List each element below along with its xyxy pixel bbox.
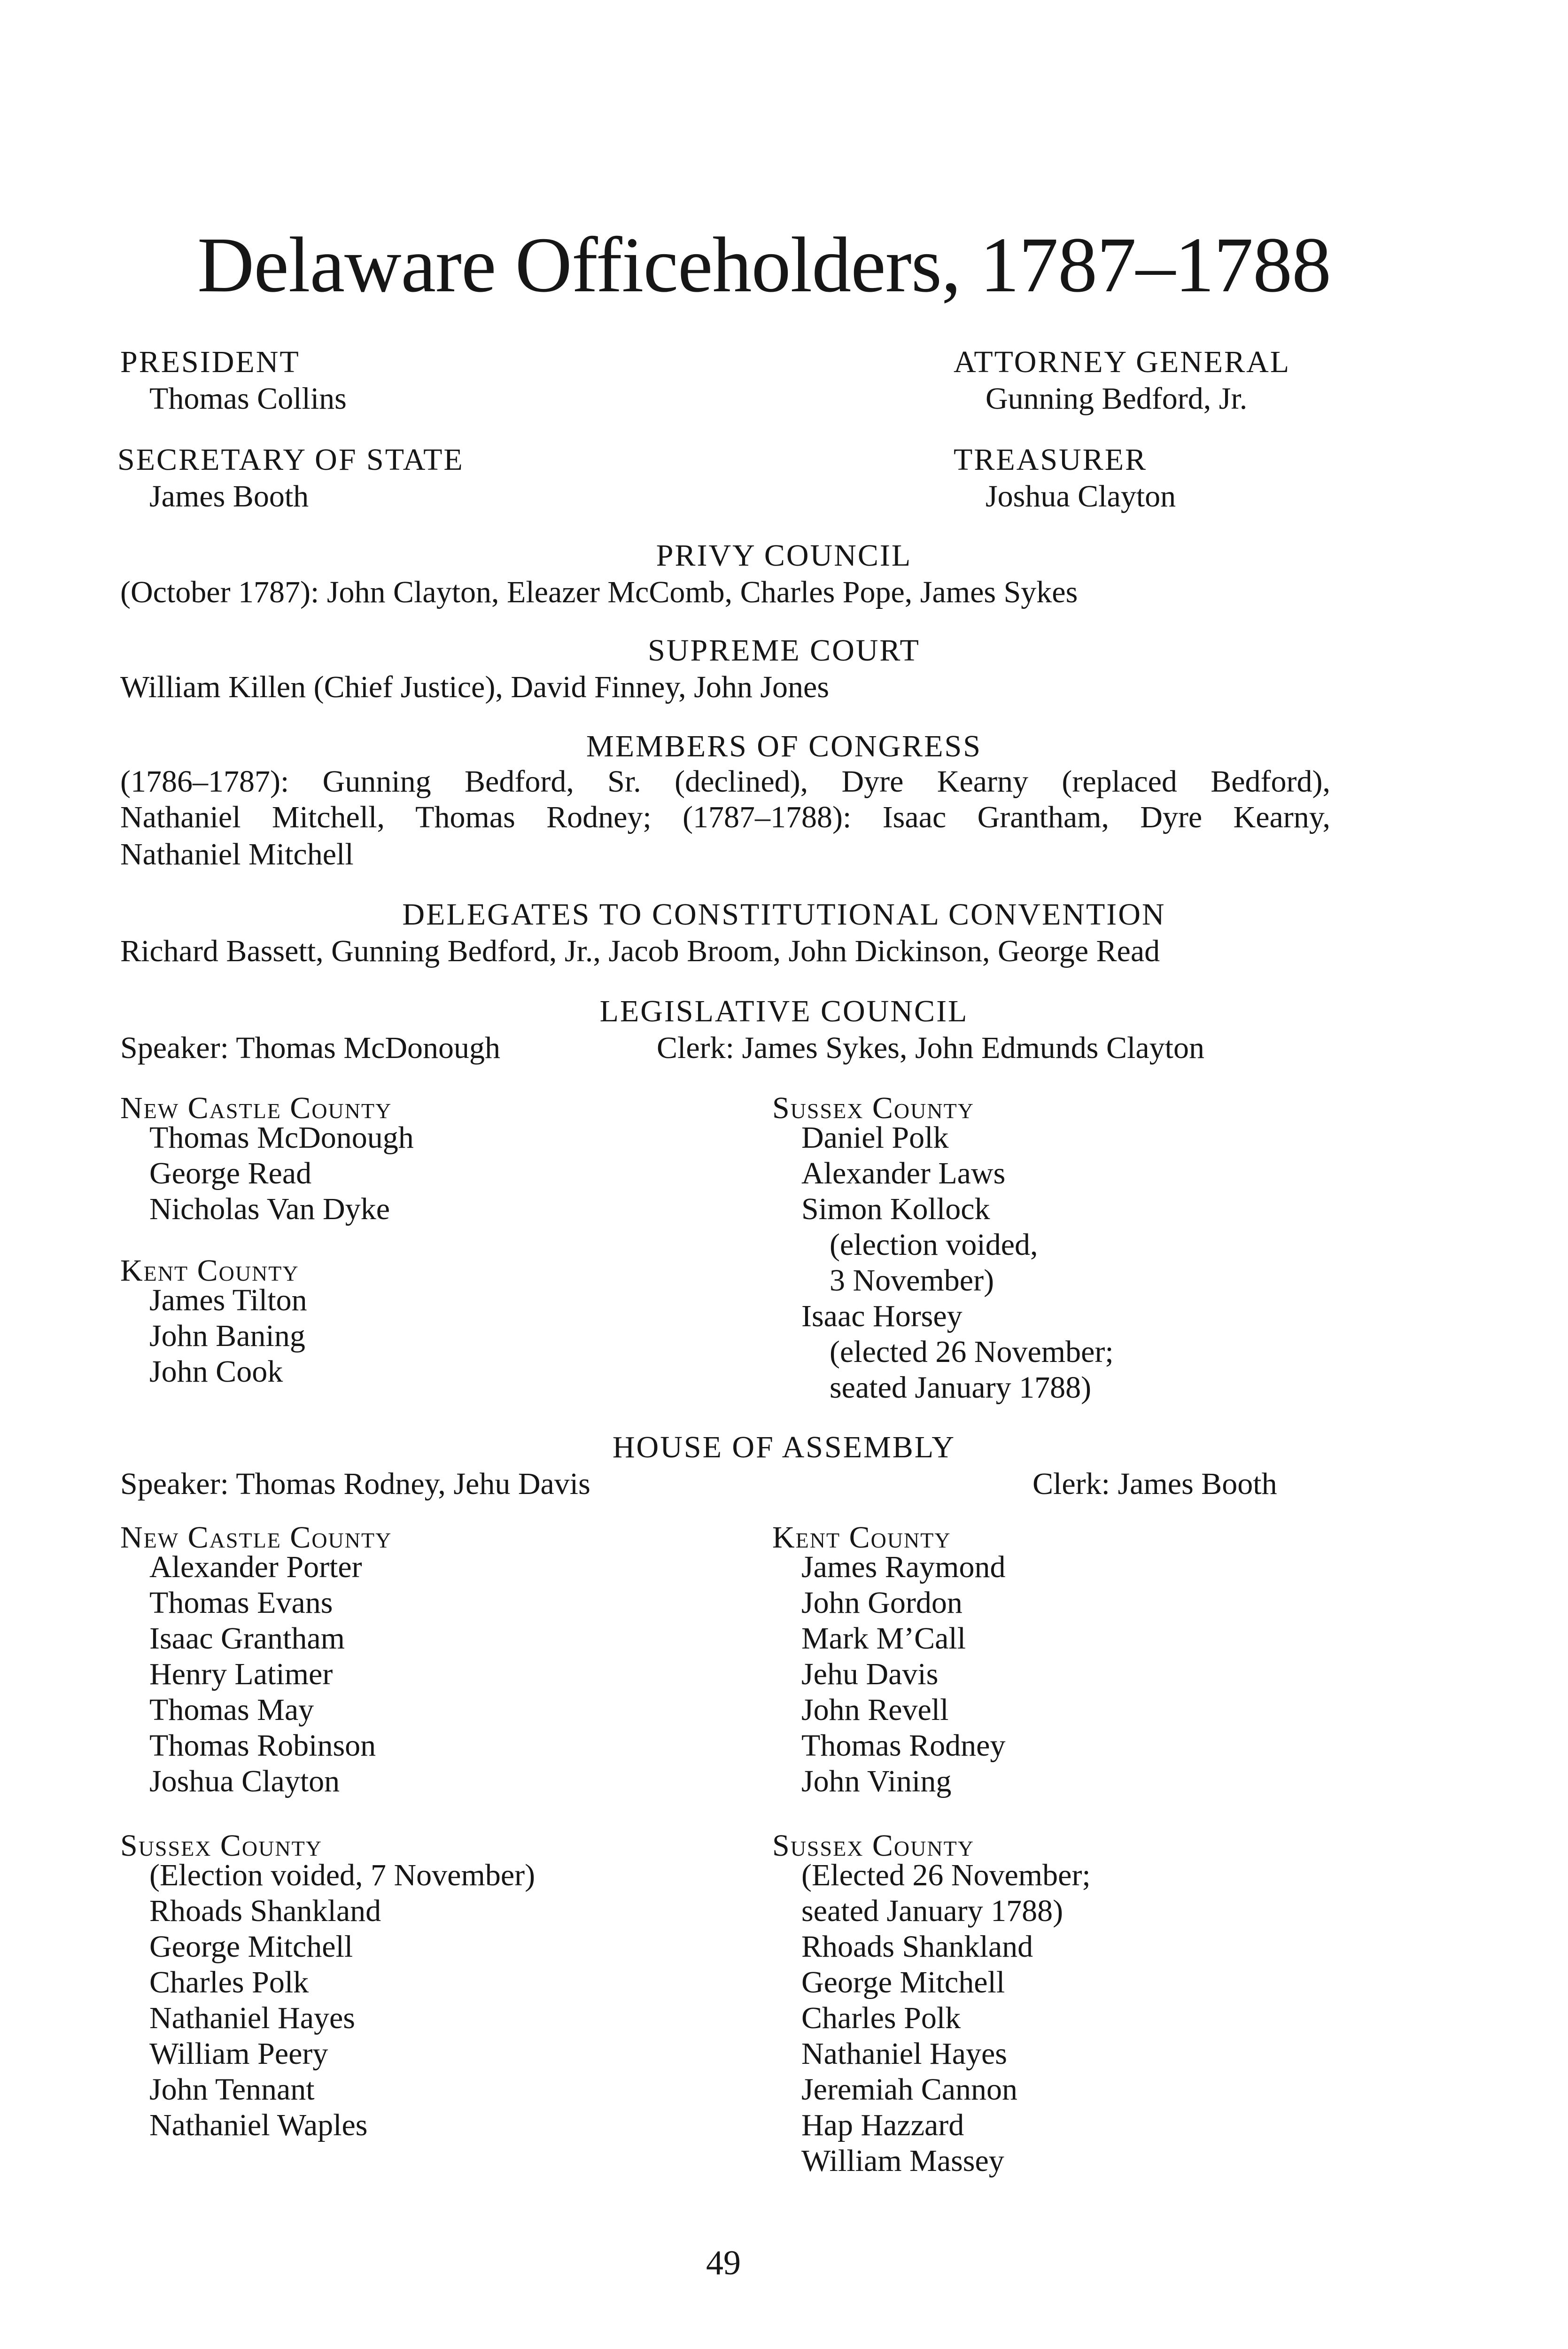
supreme-court-heading: SUPREME COURT	[648, 633, 920, 668]
list-item: Simon Kollock	[801, 1192, 990, 1226]
list-item: seated January 1788)	[801, 1894, 1063, 1928]
list-item: Thomas Evans	[149, 1586, 333, 1620]
list-item: seated January 1788)	[830, 1370, 1092, 1405]
lc-sussex-members	[801, 1120, 1114, 1406]
lc-new-castle-county-heading: New Castle County	[120, 1091, 392, 1125]
list-item: Alexander Porter	[149, 1550, 362, 1584]
list-item: John Cook	[149, 1354, 283, 1389]
list-item: Rhoads Shankland	[149, 1894, 381, 1928]
house-new-castle-county-heading: New Castle County	[120, 1520, 392, 1555]
list-item: (election voided,	[830, 1228, 1038, 1262]
lc-kent-county-heading: Kent County	[120, 1253, 299, 1288]
treasurer-heading: TREASURER	[954, 443, 1148, 477]
house-sussex-voided-members	[149, 1858, 535, 2143]
list-item: Nicholas Van Dyke	[149, 1192, 390, 1226]
house-of-assembly-heading: HOUSE OF ASSEMBLY	[612, 1430, 956, 1464]
list-item: George Mitchell	[149, 1929, 353, 1964]
president-heading: PRESIDENT	[120, 345, 300, 379]
list-item: John Revell	[801, 1693, 949, 1727]
list-item: James Raymond	[801, 1550, 1006, 1584]
list-item: George Mitchell	[801, 1965, 1005, 1999]
congress-line-2: Nathaniel Mitchell, Thomas Rodney; (1787–1788): Isaac Grantham, Dyre Kearny,	[120, 800, 1330, 834]
list-item: 3 November)	[830, 1263, 994, 1298]
list-item: William Peery	[149, 2037, 328, 2071]
list-item: Thomas May	[149, 1693, 314, 1727]
legislative-council-clerk: Clerk: James Sykes, John Edmunds Clayton	[657, 1031, 1204, 1065]
page-number: 49	[706, 2244, 741, 2282]
list-item: John Tennant	[149, 2072, 315, 2107]
list-item: (Elected 26 November;	[801, 1858, 1091, 1892]
treasurer-name: Joshua Clayton	[986, 479, 1176, 513]
list-item: Jeremiah Cannon	[801, 2072, 1018, 2107]
house-speaker: Speaker: Thomas Rodney, Jehu Davis	[120, 1467, 590, 1501]
members-of-congress-heading: MEMBERS OF CONGRESS	[586, 729, 982, 763]
list-item: Thomas McDonough	[149, 1120, 414, 1155]
list-item: Jehu Davis	[801, 1657, 939, 1691]
list-item: Nathaniel Waples	[149, 2108, 368, 2142]
list-item: Joshua Clayton	[149, 1764, 340, 1798]
congress-line-3: Nathaniel Mitchell	[120, 837, 354, 871]
house-new-castle-members	[149, 1549, 376, 1799]
privy-council-heading: PRIVY COUNCIL	[656, 538, 912, 573]
list-item: Mark M’Call	[801, 1621, 966, 1656]
list-item: William Massey	[801, 2144, 1004, 2178]
house-sussex-county-voided-heading: Sussex County	[120, 1828, 322, 1863]
legislative-council-heading: LEGISLATIVE COUNCIL	[599, 994, 969, 1028]
list-item: Charles Polk	[801, 2001, 961, 2035]
house-kent-county-heading: Kent County	[772, 1520, 951, 1555]
attorney-general-heading: ATTORNEY GENERAL	[954, 345, 1291, 379]
list-item: (elected 26 November;	[830, 1335, 1114, 1369]
list-item: Daniel Polk	[801, 1120, 949, 1155]
list-item: Isaac Horsey	[801, 1299, 963, 1333]
list-item: Thomas Rodney	[801, 1728, 1006, 1763]
convention-delegates-members: Richard Bassett, Gunning Bedford, Jr., Jacob Broom, John Dickinson, George Read	[120, 934, 1160, 968]
congress-line-1: (1786–1787): Gunning Bedford, Sr. (declined), Dyre Kearny (replaced Bedford),	[120, 764, 1330, 799]
lc-new-castle-members	[149, 1120, 414, 1227]
lc-kent-members	[149, 1283, 307, 1390]
list-item: Thomas Robinson	[149, 1728, 376, 1763]
supreme-court-members: William Killen (Chief Justice), David Finney, John Jones	[120, 670, 830, 704]
list-item: Charles Polk	[149, 1965, 309, 1999]
list-item: George Read	[149, 1156, 312, 1190]
convention-delegates-heading: DELEGATES TO CONSTITUTIONAL CONVENTION	[402, 897, 1166, 932]
list-item: John Gordon	[801, 1586, 963, 1620]
president-name: Thomas Collins	[149, 381, 347, 416]
house-sussex-elected-members	[801, 1858, 1091, 2179]
list-item: Isaac Grantham	[149, 1621, 345, 1656]
list-item: Nathaniel Hayes	[801, 2037, 1007, 2071]
list-item: James Tilton	[149, 1283, 307, 1317]
secretary-of-state-heading: SECRETARY OF STATE	[117, 443, 464, 477]
list-item: Nathaniel Hayes	[149, 2001, 355, 2035]
house-clerk: Clerk: James Booth	[1032, 1467, 1277, 1501]
list-item: John Vining	[801, 1764, 952, 1798]
secretary-of-state-name: James Booth	[149, 479, 309, 513]
list-item: Alexander Laws	[801, 1156, 1006, 1190]
list-item: John Baning	[149, 1319, 305, 1353]
privy-council-members: (October 1787): John Clayton, Eleazer McComb, Charles Pope, James Sykes	[120, 575, 1078, 609]
list-item: (Election voided, 7 November)	[149, 1858, 536, 1892]
house-kent-members	[801, 1549, 1005, 1799]
lc-sussex-county-heading: Sussex County	[772, 1091, 974, 1125]
house-sussex-county-elected-heading: Sussex County	[772, 1828, 974, 1863]
list-item: Rhoads Shankland	[801, 1929, 1033, 1964]
list-item: Hap Hazzard	[801, 2108, 964, 2142]
attorney-general-name: Gunning Bedford, Jr.	[986, 381, 1248, 416]
legislative-council-speaker: Speaker: Thomas McDonough	[120, 1031, 500, 1065]
list-item: Henry Latimer	[149, 1657, 333, 1691]
page-title: Delaware Officeholders, 1787–1788	[197, 221, 1331, 309]
